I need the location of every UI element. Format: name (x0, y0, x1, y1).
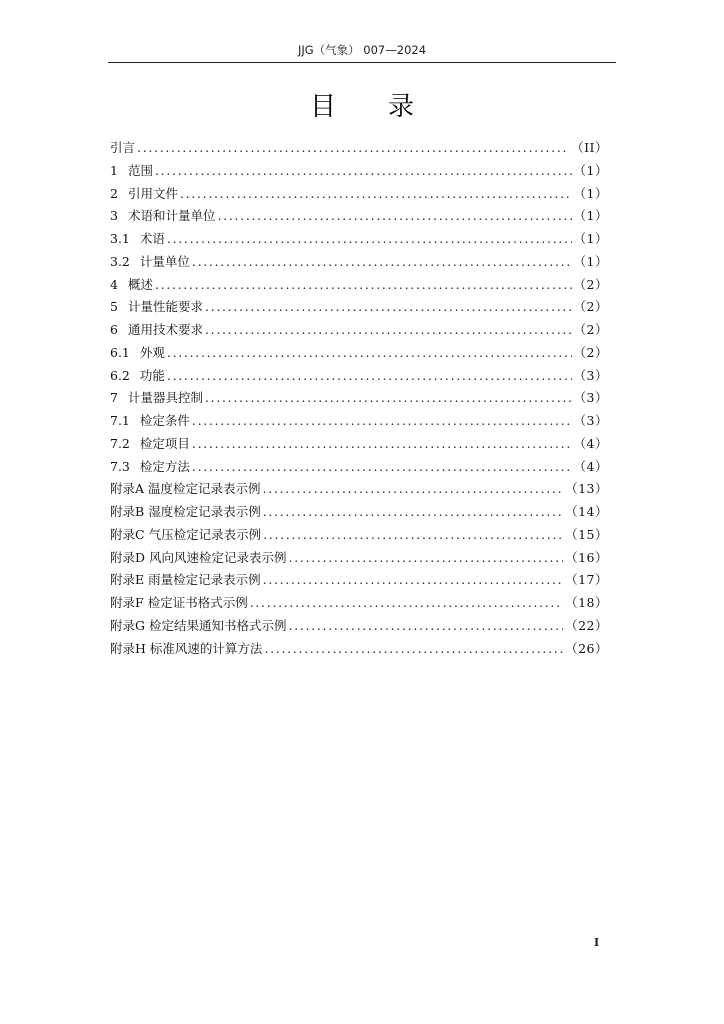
toc-entry-page: （1） (573, 208, 608, 224)
toc-entry-page: （1） (573, 231, 608, 246)
toc-entry-label: 通用技术要求 (127, 322, 203, 337)
toc-entry[interactable] (110, 547, 608, 570)
toc-entry[interactable] (110, 433, 608, 456)
toc-entry-label: 引言 (110, 140, 136, 155)
toc-entry-label: 计量器具控制 (127, 390, 203, 406)
toc-entry-label: 检定证书格式示例 (147, 595, 248, 610)
page-title: 目录 (309, 92, 466, 122)
toc-entry-page: （2） (573, 322, 608, 337)
toc-entry[interactable] (110, 274, 608, 297)
toc-entry-label: 术语 (139, 231, 165, 246)
toc-leader-dots (192, 251, 572, 274)
toc-entry-number: 1 (110, 162, 118, 178)
toc-entry[interactable] (110, 137, 608, 160)
toc-leader-dots (264, 638, 563, 661)
toc-entry-number: 附录F (110, 595, 144, 610)
toc-entry-number: 6.2 (110, 367, 130, 383)
toc-leader-dots (155, 274, 572, 297)
toc-entry-number: 附录D (110, 549, 146, 565)
toc-entry-number: 3.1 (110, 231, 130, 246)
toc-entry-number: 附录C (110, 526, 145, 542)
toc-entry-label: 雨量检定记录表示例 (148, 572, 261, 588)
toc-entry-label: 标准风速的计算方法 (149, 640, 263, 656)
toc-entry-label: 外观 (139, 344, 165, 360)
toc-entry[interactable] (110, 228, 608, 251)
toc-leader-dots (137, 137, 569, 160)
toc-leader-dots (263, 524, 563, 547)
toc-leader-dots (289, 615, 564, 638)
toc-leader-dots (217, 205, 571, 228)
toc-entry-page: （16） (565, 549, 608, 565)
toc-entry-label: 计量性能要求 (127, 299, 203, 315)
toc-entry-page: （3） (573, 367, 608, 383)
toc-entry[interactable] (110, 410, 608, 433)
toc-entry-page: （2） (573, 299, 608, 315)
toc-entry-page: （4） (573, 458, 608, 474)
toc-leader-dots (180, 183, 572, 206)
toc-leader-dots (192, 433, 572, 456)
toc-entry-page: （II） (571, 140, 608, 155)
toc-leader-dots (289, 547, 564, 570)
toc-entry-label: 检定结果通知书格式示例 (149, 617, 287, 633)
toc-entry-label: 范围 (127, 162, 153, 178)
toc-entry-page: （3） (573, 413, 608, 428)
toc-entry-label: 检定条件 (139, 413, 190, 428)
toc-entry-number: 附录B (110, 504, 145, 519)
toc-entry-page: （3） (573, 390, 608, 406)
toc-entry-label: 检定项目 (139, 435, 190, 451)
toc-entry-number: 7.3 (110, 458, 130, 474)
toc-entry-number: 7.1 (110, 413, 130, 428)
toc-leader-dots (192, 456, 572, 479)
toc-entry-page: （2） (573, 276, 608, 292)
toc-entry-page: （1） (573, 253, 608, 269)
toc-entry-number: 3 (110, 208, 118, 224)
toc-leader-dots (167, 365, 572, 388)
toc-entry-label: 风向风速检定记录表示例 (149, 549, 287, 565)
toc-leader-dots (263, 501, 563, 524)
toc-entry-page: （22） (565, 617, 608, 633)
toc-entry-label: 术语和计量单位 (127, 208, 216, 224)
toc-entry-label: 概述 (127, 276, 153, 292)
toc-entry-page: （17） (565, 572, 608, 588)
toc-entry-number: 附录A (110, 481, 145, 497)
toc-entry-label: 功能 (139, 367, 165, 383)
toc-entry-page: （18） (565, 595, 608, 610)
toc-entry-label: 气压检定记录表示例 (148, 526, 262, 542)
toc-entry-page: （1） (573, 162, 608, 178)
toc-entry[interactable] (110, 478, 608, 501)
toc-entry-label: 温度检定记录表示例 (148, 481, 261, 497)
toc-entry[interactable] (110, 183, 608, 206)
toc-entry[interactable] (110, 251, 608, 274)
toc-entry-page: （26） (565, 640, 608, 656)
toc-entry[interactable] (110, 569, 608, 592)
toc-entry[interactable] (110, 592, 608, 615)
toc-entry-label: 计量单位 (139, 253, 190, 269)
toc-entry[interactable] (110, 365, 608, 388)
toc-entry-number: 6 (110, 322, 118, 337)
toc-entry[interactable] (110, 456, 608, 479)
toc-entry[interactable] (110, 524, 608, 547)
toc-entry-number: 附录H (110, 640, 146, 656)
toc-leader-dots (205, 387, 572, 410)
toc-entry[interactable] (110, 501, 608, 524)
toc-entry-number: 7.2 (110, 435, 130, 451)
toc-entry-page: （1） (573, 185, 608, 201)
toc-entry[interactable] (110, 205, 608, 228)
toc-leader-dots (192, 410, 572, 433)
toc-entry-label: 引用文件 (127, 185, 178, 201)
toc-leader-dots (205, 296, 572, 319)
toc-leader-dots (205, 319, 572, 342)
toc-leader-dots (167, 228, 572, 251)
toc-entry[interactable] (110, 296, 608, 319)
toc-entry-label: 检定方法 (139, 458, 190, 474)
toc-leader-dots (167, 342, 572, 365)
toc-entry-number: 附录G (110, 617, 145, 633)
toc-entry[interactable] (110, 638, 608, 661)
running-header: JJG（气象） 007—2024 (297, 43, 427, 57)
toc-entry[interactable] (110, 160, 608, 183)
toc-entry[interactable] (110, 319, 608, 342)
toc-entry-label: 湿度检定记录表示例 (148, 504, 261, 519)
toc-entry-page: （2） (573, 344, 608, 360)
header-rule (108, 62, 616, 63)
toc-entry-number: 4 (110, 276, 118, 292)
toc-leader-dots (250, 592, 563, 615)
table-of-contents (110, 137, 608, 660)
toc-entry-number: 附录E (110, 572, 145, 588)
toc-entry[interactable] (110, 387, 608, 410)
toc-leader-dots (263, 478, 564, 501)
toc-entry-number: 6.1 (110, 344, 130, 360)
toc-entry-page: （15） (565, 526, 608, 542)
toc-entry-number: 3.2 (110, 253, 130, 269)
toc-entry-page: （4） (573, 435, 608, 451)
toc-entry-number: 7 (110, 390, 118, 406)
toc-leader-dots (263, 569, 563, 592)
toc-leader-dots (155, 160, 572, 183)
toc-entry[interactable] (110, 342, 608, 365)
toc-entry-page: （13） (565, 481, 608, 497)
page-number: I (594, 936, 600, 949)
toc-entry-number: 5 (110, 299, 118, 315)
toc-entry[interactable] (110, 615, 608, 638)
toc-entry-page: （14） (565, 504, 608, 519)
toc-entry-number: 2 (110, 185, 118, 201)
